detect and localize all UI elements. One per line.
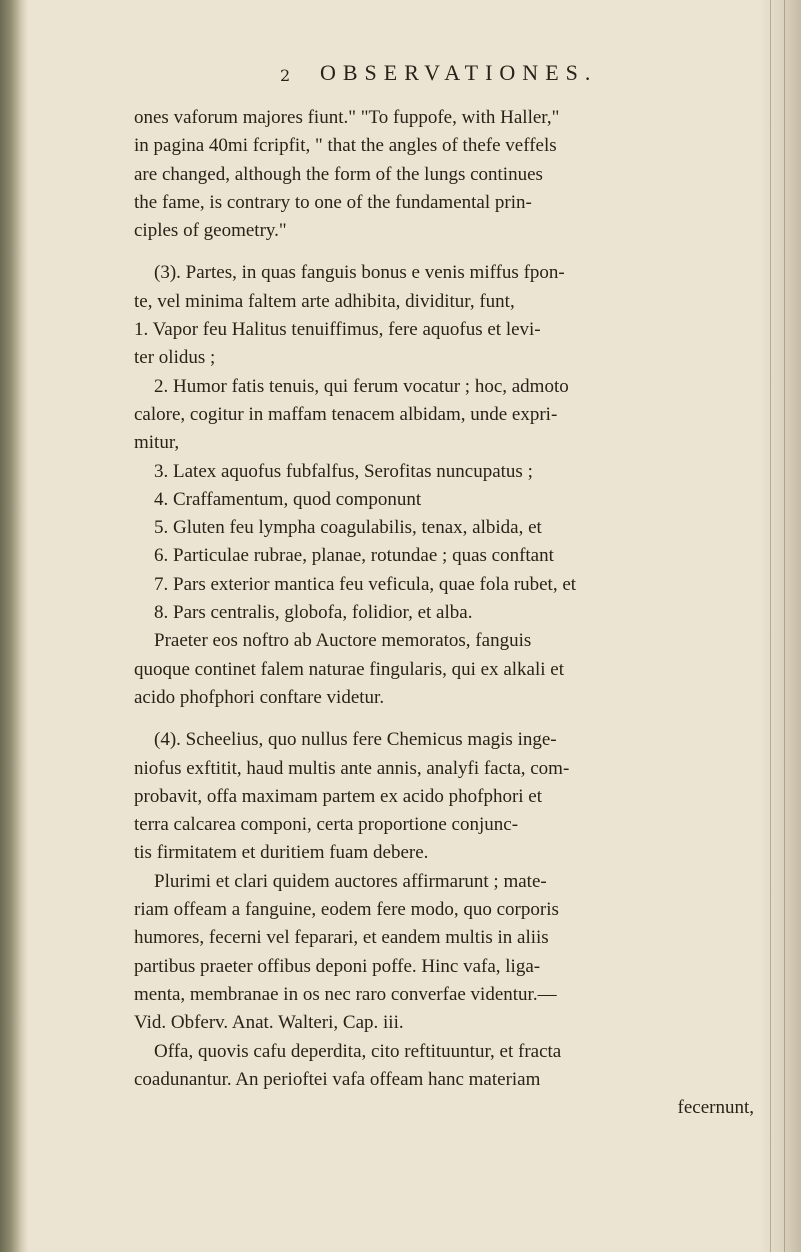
text-line: coadunantur. An perioftei vafa offeam hanc materiam [134,1068,541,1090]
paragraph-gap [134,712,754,726]
text-line: 5. Gluten feu lympha coagulabilis, tenax, albida, et [154,517,542,539]
text-line: mitur, [134,432,180,454]
text-line: menta, membranae in os nec raro converfae videntur.— [134,983,557,1005]
text-line: calore, cogitur in maffam tenacem albidam, unde expri- [134,403,558,425]
paragraph-gap [134,245,754,259]
text-line: Offa, quovis cafu deperdita, cito reftituuntur, et fracta [154,1040,562,1062]
text-line: riam offeam a fanguine, eodem fere modo, quo corporis [134,899,559,921]
text-line: the fame, is contrary to one of the fundamental prin- [134,191,532,213]
text-line: Vid. Obferv. Anat. Walteri, Cap. iii. [134,1012,404,1034]
page-edge [759,0,801,1252]
page-number: 2 [280,66,291,85]
text-line: 1. Vapor feu Halitus tenuiffimus, fere aquofus et levi- [134,319,541,341]
text-line: partibus praeter offibus deponi poffe. Hinc vafa, liga- [134,955,541,977]
text-line: quoque continet falem naturae fingularis, qui ex alkali et [134,658,564,680]
text-line: 4. Craffamentum, quod componunt [154,488,422,510]
text-line: (4). Scheelius, quo nullus fere Chemicus magis inge- [154,729,557,751]
page-header [280,60,740,96]
text-line: Praeter eos noftro ab Auctore memoratos, fanguis [154,630,532,652]
text-line: ter olidus ; [134,347,216,369]
page-edge-line [784,0,785,1252]
text-line: fecernunt, [677,1097,754,1119]
text-line: Plurimi et clari quidem auctores affirmarunt ; mate- [154,870,547,892]
text-line: 8. Pars centralis, globofa, folidior, et alba. [154,602,473,624]
text-line: tis firmitatem et duritiem fuam debere. [134,842,429,864]
body-text [134,104,754,1122]
text-line: humores, fecerni vel feparari, et eandem multis in aliis [134,927,549,949]
text-line: acido phofphori conftare videtur. [134,686,385,708]
text-line: 6. Particulae rubrae, planae, rotundae ; quas conftant [154,545,554,567]
page-edge-line [770,0,771,1252]
book-gutter-shadow [0,0,28,1252]
text-line: 2. Humor fatis tenuis, qui ferum vocatur ; hoc, admoto [154,375,569,397]
text-line: 3. Latex aquofus fubfalfus, Serofitas nuncupatus ; [154,460,533,482]
text-line: ciples of geometry." [134,220,287,242]
running-head: OBSERVATIONES. [320,60,598,85]
text-line: are changed, although the form of the lungs continues [134,163,543,185]
text-line: terra calcarea componi, certa proportione conjunc- [134,814,519,836]
text-line: niofus exftitit, haud multis ante annis, analyfi facta, com- [134,757,570,779]
text-line: probavit, offa maximam partem ex acido phofphori et [134,785,543,807]
text-line: 7. Pars exterior mantica feu veficula, quae fola rubet, et [154,573,577,595]
text-line: in pagina 40mi fcripfit, " that the angles of thefe veffels [134,135,557,157]
text-line: ones vaforum majores fiunt." "To fuppofe, with Haller," [134,107,560,128]
text-line: (3). Partes, in quas fanguis bonus e venis miffus fpon- [154,262,565,284]
text-line: te, vel minima faltem arte adhibita, dividitur, funt, [134,290,515,312]
